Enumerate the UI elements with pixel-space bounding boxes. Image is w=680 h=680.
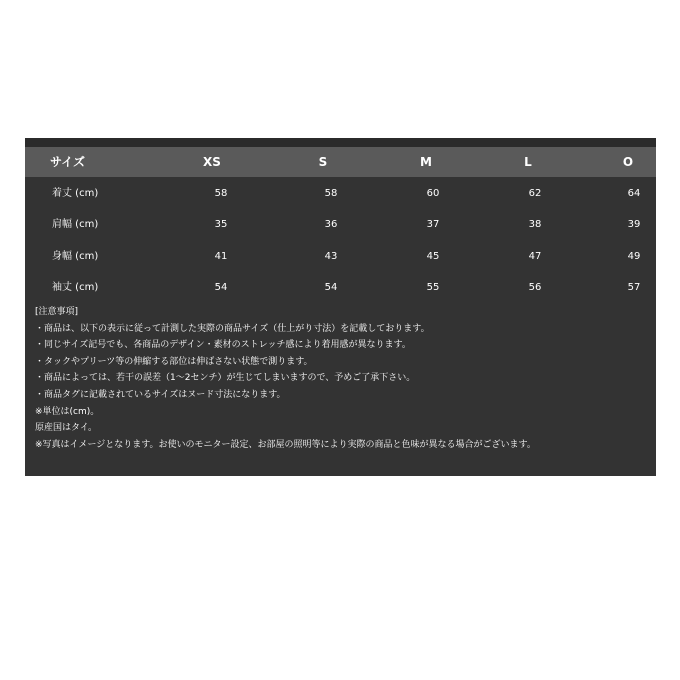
row-label: 肩幅 (cm) <box>52 219 99 230</box>
row-label: 着丈 (cm) <box>52 188 99 199</box>
table-row <box>25 273 656 303</box>
origin-note: 原産国はタイ。 <box>35 423 98 434</box>
table-cell: 55 <box>426 282 440 293</box>
table-cell: 49 <box>627 251 641 262</box>
table-cell: 62 <box>528 188 542 199</box>
table-cell: 36 <box>324 219 338 230</box>
row-label: 身幅 (cm) <box>52 251 99 262</box>
row-label: 袖丈 (cm) <box>52 282 99 293</box>
note-line: ・同じサイズ記号でも、各商品のデザイン・素材のストレッチ感により着用感が異なります。 <box>35 340 411 351</box>
note-line: ・商品タグに記載されているサイズはヌード寸法になります。 <box>35 389 286 400</box>
table-cell: 57 <box>627 282 641 293</box>
table-cell: 58 <box>324 188 338 199</box>
size-chart-panel <box>25 138 656 476</box>
note-line: ・商品によっては、若干の誤差（1〜2センチ）が生じてしまいますので、予めご了承下さい。 <box>35 373 416 384</box>
note-line: ・タックやプリーツ等の伸縮する部位は伸ばさない状態で測ります。 <box>35 356 313 367</box>
table-cell: 47 <box>528 251 542 262</box>
size-column-header: サイズ <box>50 155 86 169</box>
table-cell: 56 <box>528 282 542 293</box>
table-cell: 54 <box>214 282 228 293</box>
table-cell: 38 <box>528 219 542 230</box>
size-header-s: S <box>318 155 328 169</box>
size-header-o: O <box>622 155 634 169</box>
table-cell: 58 <box>214 188 228 199</box>
panel-top-strip <box>25 138 656 147</box>
table-cell: 45 <box>426 251 440 262</box>
table-cell: 35 <box>214 219 228 230</box>
photo-disclaimer: ※写真はイメージとなります。お使いのモニター設定、お部屋の照明等により実際の商品と色味が異なる場合がございます。 <box>35 439 536 450</box>
size-table-header <box>25 147 656 177</box>
table-cell: 64 <box>627 188 641 199</box>
unit-note: ※単位は(cm)。 <box>35 406 100 417</box>
table-cell: 39 <box>627 219 641 230</box>
table-cell: 37 <box>426 219 440 230</box>
size-header-m: M <box>420 155 432 169</box>
notes-title: [注意事項] <box>35 307 79 317</box>
table-cell: 43 <box>324 251 338 262</box>
notes-section <box>35 304 650 453</box>
table-row <box>25 179 656 209</box>
note-line: ・商品は、以下の表示に従って計測した実際の商品サイズ（仕上がり寸法）を記載しております。 <box>35 323 430 334</box>
size-header-xs: XS <box>203 155 221 169</box>
table-row <box>25 210 656 240</box>
table-cell: 41 <box>214 251 228 262</box>
size-header-l: L <box>524 155 532 169</box>
table-cell: 60 <box>426 188 440 199</box>
table-cell: 54 <box>324 282 338 293</box>
table-row <box>25 242 656 272</box>
